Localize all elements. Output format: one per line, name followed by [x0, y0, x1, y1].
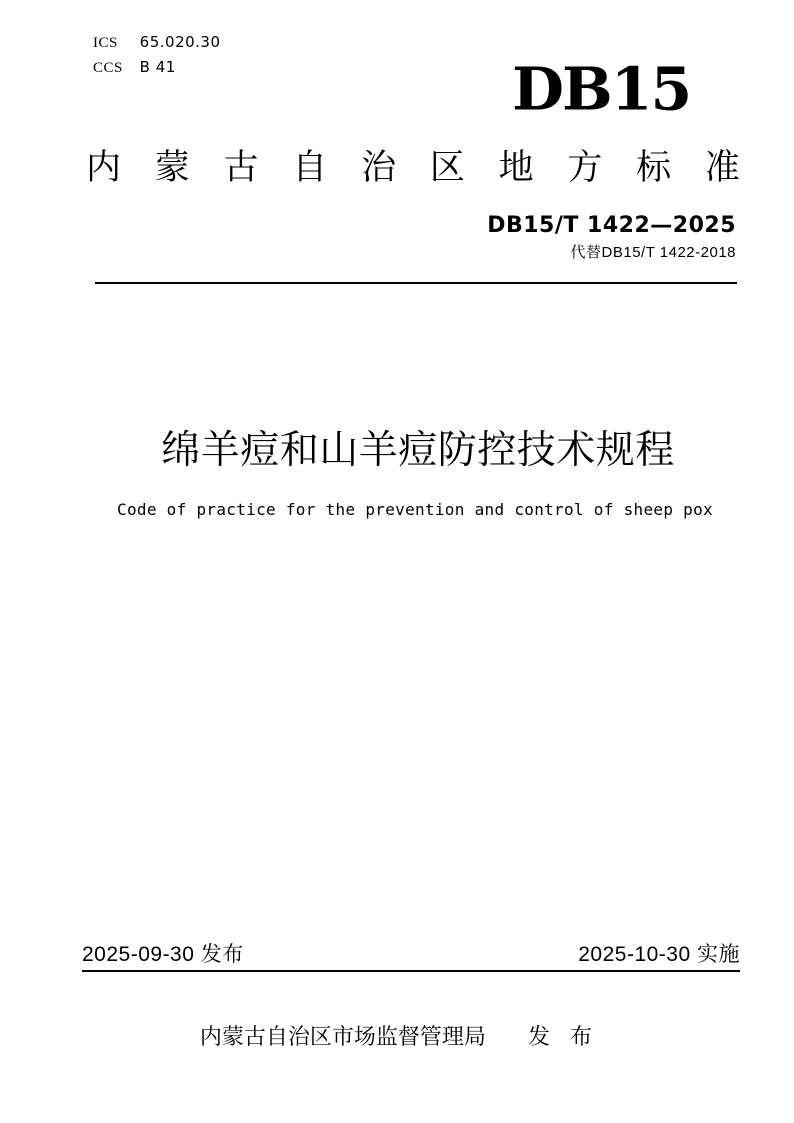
replaces-note: 代替DB15/T 1422-2018 — [570, 244, 736, 261]
standard-type-char: 地 — [498, 148, 534, 187]
footer-divider-rule — [82, 970, 740, 972]
standard-type-char: 标 — [636, 148, 672, 187]
document-title-english: Code of practice for the prevention and control of sheep pox — [117, 500, 713, 519]
issue-date: 2025-09-30 发布 — [82, 943, 244, 966]
dates-row — [82, 942, 740, 968]
implementation-date: 2025-10-30 实施 — [578, 943, 740, 966]
ccs-label: CCS — [93, 60, 123, 76]
standard-type-char: 蒙 — [154, 148, 190, 187]
document-title-chinese: 绵羊痘和山羊痘防控技术规程 — [161, 429, 675, 472]
ccs-value: B 41 — [139, 58, 176, 76]
publisher-row — [72, 1022, 722, 1052]
ics-code-row — [93, 30, 221, 55]
ccs-code-row — [93, 55, 221, 80]
standard-type-char: 区 — [429, 148, 465, 187]
standard-type-title — [86, 146, 740, 190]
standard-type-char: 治 — [361, 148, 397, 187]
standard-type-char: 自 — [292, 148, 328, 187]
standard-type-char: 内 — [86, 148, 122, 187]
standard-number-block — [487, 212, 736, 264]
ics-value: 65.020.30 — [139, 33, 221, 51]
ics-label: ICS — [93, 35, 118, 51]
db15-logo: DB15 — [512, 55, 691, 125]
standard-type-char: 方 — [567, 148, 603, 187]
standard-code: DB15/T 1422—2025 — [487, 213, 736, 238]
issuing-authority: 内蒙古自治区市场监督管理局 — [199, 1024, 486, 1049]
standard-type-char: 准 — [704, 148, 740, 187]
issue-action-label: 发 布 — [527, 1024, 595, 1049]
standard-type-char: 古 — [223, 148, 259, 187]
header-divider-rule — [95, 282, 737, 284]
classification-codes — [93, 30, 221, 80]
